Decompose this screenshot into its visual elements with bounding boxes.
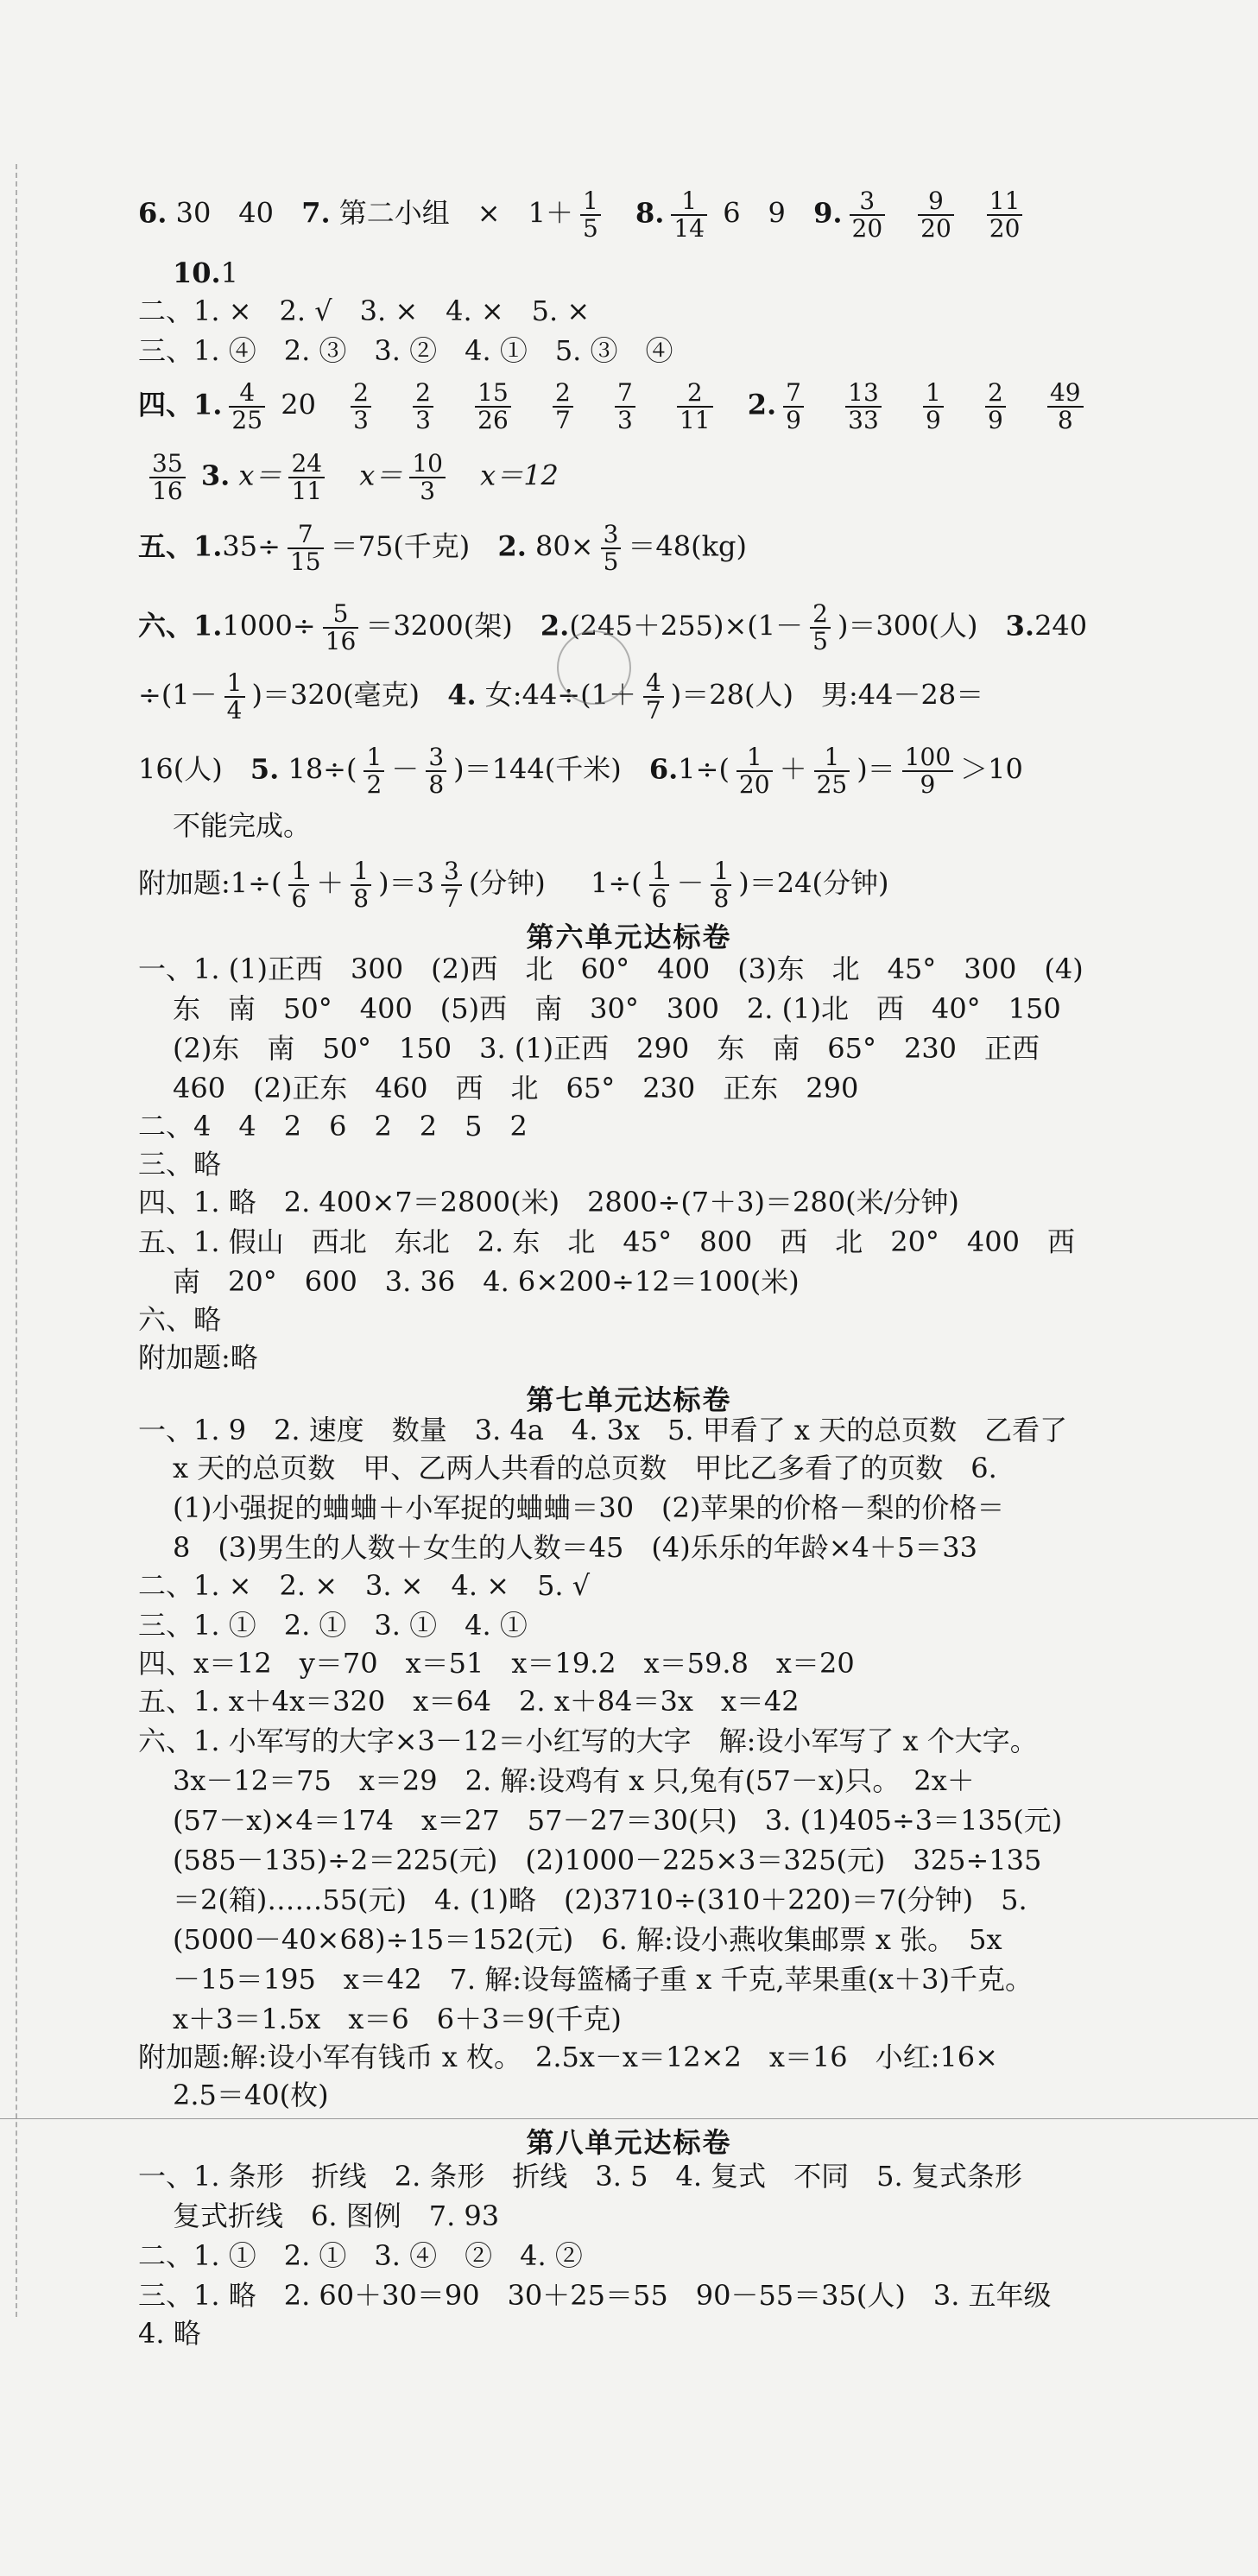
fraction: $\frac{2}{3}$ — [413, 380, 433, 434]
unit8-title: 第八单元达标卷 — [526, 2126, 732, 2159]
unit6-line: 南 20° 600 3. 36 4. 6×200÷12＝100(米) — [173, 1265, 800, 1298]
fraction: $\frac{2}{11}$ — [677, 380, 713, 434]
fraction: $\frac{1}{9}$ — [923, 380, 944, 434]
unit7-line: 四、x＝12 y＝70 x＝51 x＝19.2 x＝59.8 x＝20 — [138, 1647, 855, 1680]
unit7-line: 六、1. 小军写的大字×3－12＝小红写的大字 解:设小军写了 x 个大字。 — [138, 1725, 1038, 1757]
fraction: $\frac{3}{20}$ — [850, 188, 886, 242]
fraction: $\frac{1}{6}$ — [649, 858, 670, 912]
unit8-line: 4. 略 — [138, 2317, 201, 2350]
fraction: $\frac{49}{8}$ — [1047, 380, 1084, 434]
unit7-line: x＋3＝1.5x x＝6 6＋3＝9(千克) — [173, 2003, 622, 2035]
fraction: $\frac{1}{14}$ — [671, 188, 707, 242]
answer-line-6: $\frac{35}{16}$ 3. x＝ $\frac{24}{11}$ x＝ $\frac{10}{3}$ x＝12 — [142, 451, 1206, 504]
fraction: $\frac{1}{4}$ — [224, 670, 245, 724]
answer-line-10: 16(人) 5. 18÷( $\frac{1}{2}$ － $\frac{3}{8}$ )＝144(千米) 6.1÷( $\frac{1}{20}$ ＋ $\frac{1}{25}$ )＝ $\frac{100}{9}$ ＞10 — [138, 743, 1023, 799]
answer-line-4: 三、1. ④ 2. ③ 3. ② 4. ① 5. ③ ④ — [138, 334, 673, 367]
unit7-line: 五、1. x＋4x＝320 x＝64 2. x＋84＝3x x＝42 — [138, 1685, 800, 1718]
fraction: $\frac{3}{7}$ — [441, 858, 462, 912]
unit7-line: (57－x)×4＝174 x＝27 57－27＝30(只) 3. (1)405÷3＝135(元) — [173, 1804, 1063, 1837]
fraction: $\frac{9}{20}$ — [918, 188, 954, 242]
unit6-line: 四、1. 略 2. 400×7＝2800(米) 2800÷(7＋3)＝280(米/分钟) — [138, 1186, 959, 1218]
answer-line-9: ÷(1－ $\frac{1}{4}$ )＝320(毫克) 4. 女:44÷(1＋ $\frac{4}{7}$ )＝28(人) 男:44－28＝ — [138, 668, 984, 725]
fraction: $\frac{1}{2}$ — [363, 744, 384, 798]
fraction: $\frac{4}{25}$ — [229, 380, 265, 434]
divider-line — [0, 2118, 1258, 2119]
answer-line-7: 五、1.35÷ $\frac{7}{15}$ ＝75(千克) 2. 80× $\frac{3}{5}$ ＝48(kg) — [138, 520, 747, 576]
unit7-line: (5000－40×68)÷15＝152(元) 6. 解:设小燕收集邮票 x 张。 5x — [173, 1923, 1002, 1956]
fraction: $\frac{100}{9}$ — [902, 744, 953, 798]
unit7-line: ＝2(箱)……55(元) 4. (1)略 (2)3710÷(310＋220)＝7(分钟) 5. — [173, 1883, 1027, 1916]
unit7-line: (1)小强捉的蛐蛐＋小军捉的蛐蛐＝30 (2)苹果的价格－梨的价格＝ — [173, 1491, 1005, 1524]
fraction: $\frac{2}{3}$ — [351, 380, 371, 434]
fraction: $\frac{2}{9}$ — [985, 380, 1006, 434]
unit6-line: (2)东 南 50° 150 3. (1)正西 290 东 南 65° 230 正西 — [173, 1032, 1040, 1065]
unit7-line: 一、1. 9 2. 速度 数量 3. 4a 4. 3x 5. 甲看了 x 天的总页数 乙看了 — [138, 1414, 1068, 1446]
unit6-line: 五、1. 假山 西北 东北 2. 东 北 45° 800 西 北 20° 400 西 — [138, 1225, 1076, 1258]
unit6-line: 东 南 50° 400 (5)西 南 30° 300 2. (1)北 西 40° 150 — [173, 992, 1061, 1025]
unit6-line: 附加题:略 — [138, 1341, 258, 1374]
fraction: $\frac{24}{11}$ — [288, 451, 325, 504]
fraction: $\frac{1}{8}$ — [711, 858, 731, 912]
fraction: $\frac{1}{5}$ — [580, 188, 601, 242]
binding-margin-line — [16, 164, 17, 2317]
unit6-line: 三、略 — [138, 1148, 222, 1180]
unit7-title: 第七单元达标卷 — [526, 1383, 732, 1416]
unit6-line: 六、略 — [138, 1303, 222, 1336]
fraction: $\frac{2}{7}$ — [553, 380, 573, 434]
fraction: $\frac{13}{33}$ — [845, 380, 882, 434]
fraction: $\frac{7}{3}$ — [615, 380, 635, 434]
fraction: $\frac{1}{25}$ — [814, 744, 850, 798]
unit7-line: －15＝195 x＝42 7. 解:设每篮橘子重 x 千克,苹果重(x＋3)千克。 — [173, 1963, 1033, 1996]
unit8-line: 二、1. ① 2. ① 3. ④ ② 4. ② — [138, 2239, 583, 2272]
answer-line-12: 附加题:1÷( $\frac{1}{6}$ ＋ $\frac{1}{8}$ )＝3 $\frac{3}{7}$ (分钟) 1÷( $\frac{1}{6}$ － $\frac{1}{8}$ )＝24(分钟) — [138, 857, 889, 913]
fraction: $\frac{7}{15}$ — [288, 522, 324, 575]
unit7-line: 附加题:解:设小军有钱币 x 枚。 2.5x－x＝12×2 x＝16 小红:16× — [138, 2041, 998, 2073]
answer-line-8: 六、1.1000÷ $\frac{5}{16}$ ＝3200(架) 2.(245＋255)×(1－ $\frac{2}{5}$ )＝300(人) 3.240 — [138, 599, 1088, 655]
fraction: $\frac{10}{3}$ — [409, 451, 446, 504]
unit8-line: 一、1. 条形 折线 2. 条形 折线 3. 5 4. 复式 不同 5. 复式条形 — [138, 2160, 1022, 2193]
fraction: $\frac{15}{26}$ — [475, 380, 511, 434]
unit6-title: 第六单元达标卷 — [526, 921, 732, 953]
fraction: $\frac{35}{16}$ — [149, 451, 186, 504]
fraction: $\frac{3}{8}$ — [426, 744, 446, 798]
fraction: $\frac{3}{5}$ — [601, 522, 622, 575]
fraction: $\frac{1}{20}$ — [736, 744, 773, 798]
fraction: $\frac{1}{8}$ — [351, 858, 371, 912]
fraction: $\frac{1}{6}$ — [288, 858, 309, 912]
fraction: $\frac{11}{20}$ — [987, 188, 1023, 242]
fraction: $\frac{2}{5}$ — [810, 601, 831, 655]
unit6-line: 二、4 4 2 6 2 2 5 2 — [138, 1110, 528, 1142]
unit7-line: x 天的总页数 甲、乙两人共看的总页数 甲比乙多看了的页数 6. — [173, 1452, 997, 1484]
unit6-line: 460 (2)正东 460 西 北 65° 230 正东 290 — [173, 1072, 859, 1104]
unit7-line: (585－135)÷2＝225(元) (2)1000－225×3＝325(元) 325÷135 — [173, 1844, 1042, 1877]
unit7-line: 8 (3)男生的人数＋女生的人数＝45 (4)乐乐的年龄×4＋5＝33 — [173, 1531, 977, 1564]
fraction: $\frac{5}{16}$ — [323, 601, 359, 655]
answer-line-3: 二、1. × 2. √ 3. × 4. × 5. × — [138, 294, 591, 327]
answer-line-5: 四、1. $\frac{4}{25}$ 20 $\frac{2}{3}$ $\frac{2}{3}$ $\frac{15}{26}$ $\frac{2}{7}$ $\frac{7}{3}$ $\frac{2}{11}$ 2. $\frac{7}{9}$ $\frac{13}{33}$ $\frac{1}{9}$ $\frac{2}{9}$ $\frac{49}{8}$ — [138, 380, 1206, 434]
answer-line-2: 10.1 — [173, 256, 239, 289]
unit7-line: 二、1. × 2. × 3. × 4. × 5. √ — [138, 1569, 591, 1602]
answer-line-11: 不能完成。 — [173, 809, 312, 842]
watermark-stamp — [557, 630, 631, 705]
unit8-line: 三、1. 略 2. 60＋30＝90 30＋25＝55 90－55＝35(人) 3. 五年级 — [138, 2279, 1052, 2312]
unit7-line: 三、1. ① 2. ① 3. ① 4. ① — [138, 1609, 528, 1642]
unit6-line: 一、1. (1)正西 300 (2)西 北 60° 400 (3)东 北 45° 300 (4) — [138, 953, 1084, 985]
answer-line-1: 6. 30 40 7. 第二小组 × 1＋ $\frac{1}{5}$ 8. $\frac{1}{14}$ 6 9 9. $\frac{3}{20}$ $\frac{9}{20}$ $\frac{11}{20}$ — [138, 188, 1206, 242]
fraction: $\frac{4}{7}$ — [643, 670, 664, 724]
unit8-line: 复式折线 6. 图例 7. 93 — [173, 2199, 500, 2232]
unit7-line: 3x－12＝75 x＝29 2. 解:设鸡有 x 只,兔有(57－x)只。 2x＋ — [173, 1764, 975, 1797]
unit7-line: 2.5＝40(枚) — [173, 2079, 329, 2111]
fraction: $\frac{7}{9}$ — [783, 380, 804, 434]
